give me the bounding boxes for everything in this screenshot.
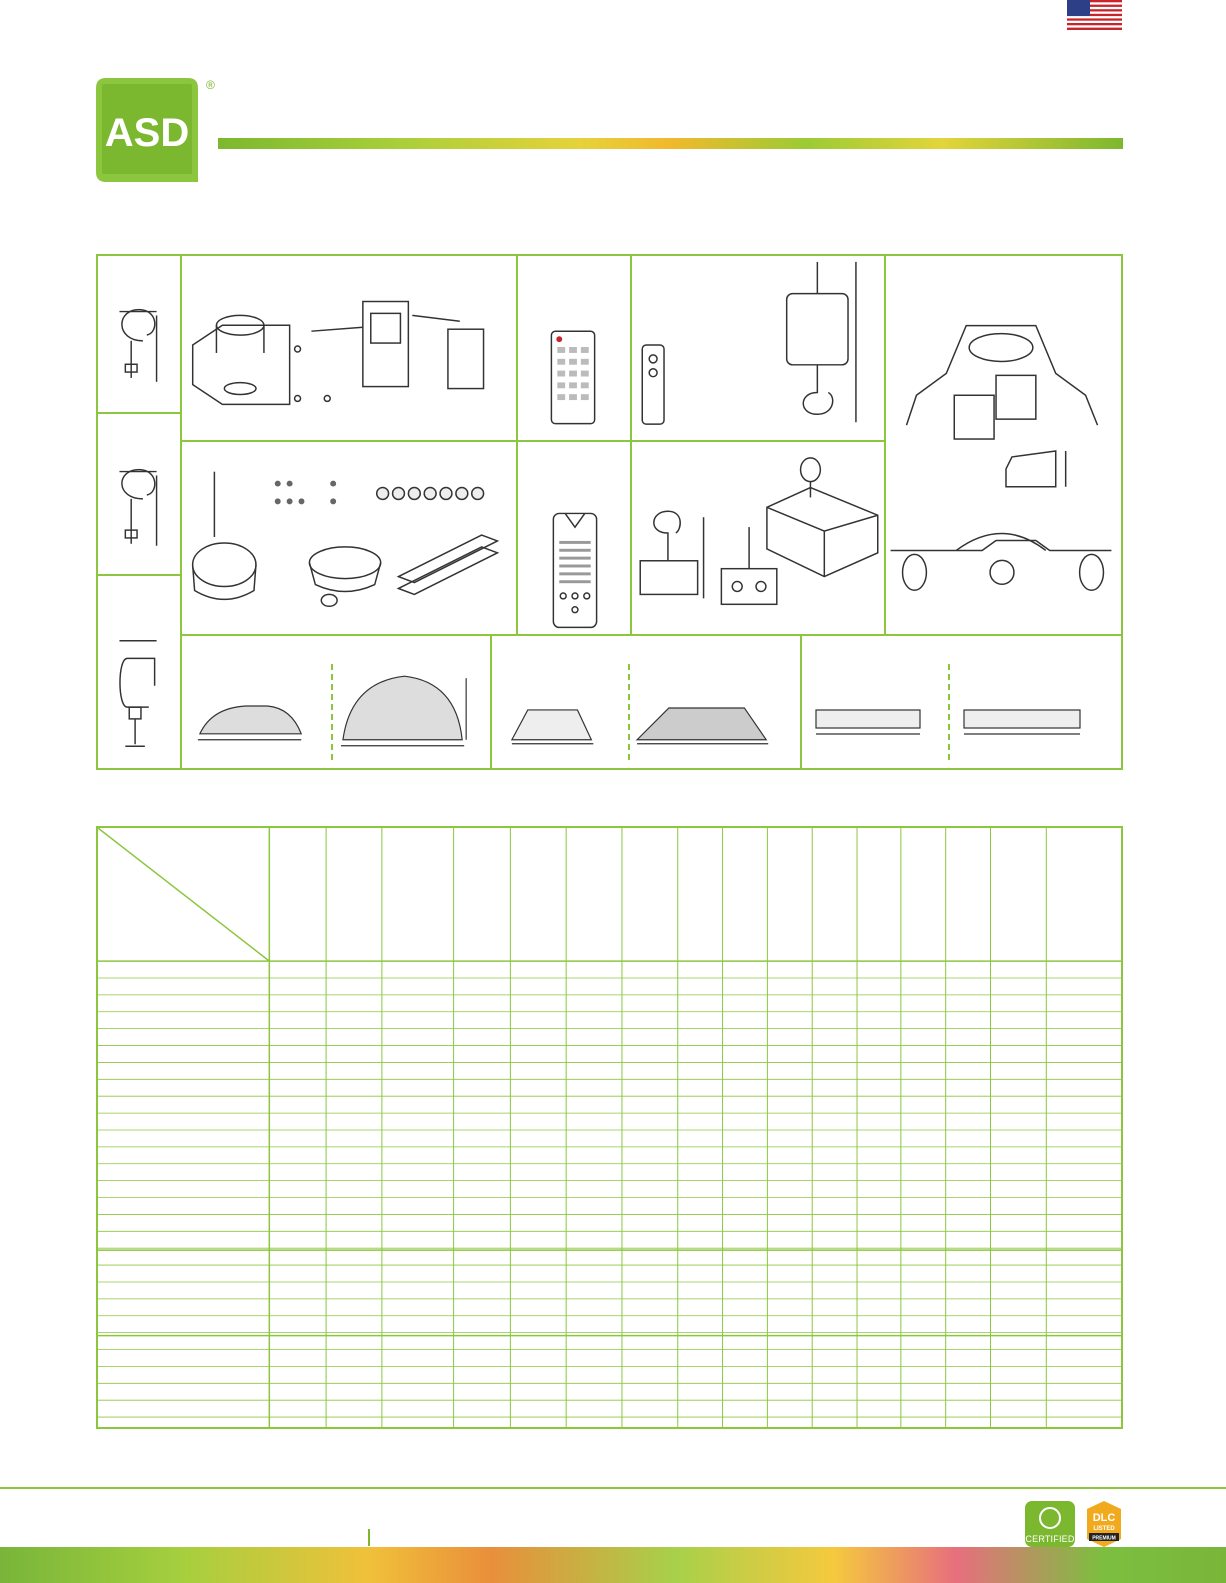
remote-control-icon [518, 256, 632, 442]
flat-lenses [802, 636, 1123, 770]
hand-remote-icon [642, 345, 664, 424]
dlc-premium-badge [1085, 1499, 1123, 1549]
dlc-premium-text: PREMIUM [1092, 1535, 1116, 1542]
accessories-panel [96, 254, 1123, 770]
motion-sensor-icon [309, 547, 380, 606]
mounting-plate-icon [398, 535, 497, 594]
dlc-listed-text: LISTED [1093, 1526, 1115, 1532]
footer-color-bar [0, 1547, 1226, 1583]
c-clamp-hook-icon [98, 576, 182, 770]
asd-logo [96, 78, 198, 182]
dlc-text: DLC [1092, 1512, 1116, 1524]
dome-reflector-large-icon [341, 676, 466, 746]
ul-mark-icon [1039, 1507, 1061, 1529]
registered-mark: ® [206, 78, 215, 92]
footer-separator [368, 1529, 370, 1546]
sensor-kit-icon [182, 442, 518, 636]
dome-reflectors [182, 636, 492, 770]
footer-divider [0, 1487, 1226, 1489]
flat-lens-alt-icon [964, 710, 1080, 734]
ul-certified-badge [1025, 1501, 1075, 1547]
compatibility-table [96, 826, 1123, 1429]
driver-box-hanger-icon [632, 256, 886, 442]
hook-hanger-box-icon [632, 442, 886, 636]
eye-bolt-box-icon [767, 458, 878, 577]
us-flag-icon [1067, 0, 1122, 30]
header-color-bar [218, 138, 1123, 149]
pendant-mount-icon [182, 256, 518, 442]
j-hook-icon [98, 256, 182, 414]
dome-reflector-small-icon [198, 706, 301, 740]
j-hook-alt-icon [98, 414, 182, 576]
acrylic-lens-icon [512, 710, 593, 744]
logo-text: ASD [104, 111, 190, 155]
lenses [492, 636, 802, 770]
prismatic-lens-icon [637, 708, 768, 744]
u-bracket-icon [886, 256, 1123, 636]
remote-control-large-icon [518, 442, 632, 636]
ul-badge-text: CERTIFIED [1025, 1534, 1075, 1544]
flat-lens-icon [816, 710, 920, 734]
